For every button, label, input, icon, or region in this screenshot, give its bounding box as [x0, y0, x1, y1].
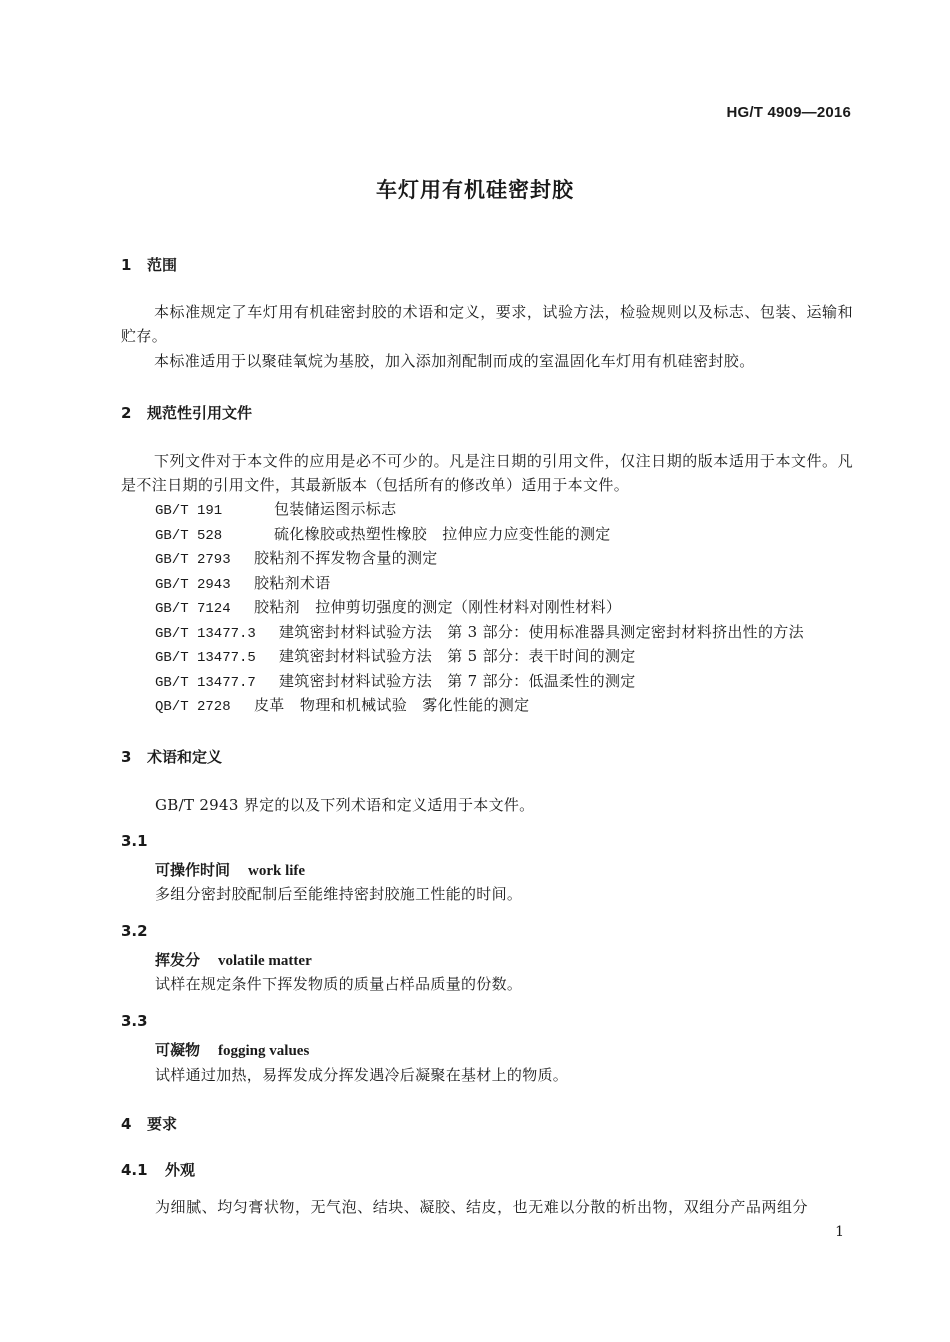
section-title: 要求 — [147, 1115, 178, 1133]
reference-item — [155, 670, 636, 691]
reference-code: GB/T 191 — [155, 503, 223, 519]
section-1-paragraph-2: 本标准适用于以聚硅氧烷为基胶，加入添加剂配制而成的室温固化车灯用有机硅密封胶。 — [154, 352, 755, 370]
subsection-title: 外观 — [165, 1161, 196, 1179]
term-english: volatile matter — [218, 953, 312, 969]
reference-code: GB/T 7124 — [155, 601, 231, 617]
term-heading — [155, 859, 305, 880]
reference-title: 胶粘剂 拉伸剪切强度的测定（刚性材料对刚性材料） — [254, 598, 622, 616]
term-english: work life — [248, 863, 306, 879]
term-number: 3.3 — [121, 1012, 148, 1030]
reference-item — [155, 621, 804, 642]
term-definition: 试样通过加热，易挥发成分挥发遇冷后凝聚在基材上的物质。 — [155, 1066, 569, 1084]
reference-title: 硫化橡胶或热塑性橡胶 拉伸应力应变性能的测定 — [274, 525, 611, 543]
reference-item — [155, 694, 529, 715]
term-heading — [155, 949, 312, 970]
section-2-heading — [121, 402, 252, 423]
term-chinese: 可凝物 — [155, 1041, 201, 1059]
subsection-4-1-heading — [121, 1159, 195, 1180]
page-number: 1 — [835, 1224, 844, 1240]
reference-title: 胶粘剂不挥发物含量的测定 — [254, 549, 438, 567]
section-2-paragraph: 下列文件对于本文件的应用是必不可少的。凡是注日期的引用文件，仅注日期的版本适用于本文件。凡是不注日期的引用文件，其最新版本（包括所有的修改单）适用于本文件。 — [121, 452, 853, 494]
reference-item — [155, 645, 636, 666]
term-heading — [155, 1039, 309, 1060]
section-number: 3 — [121, 748, 132, 766]
reference-code: GB/T 13477.7 — [155, 675, 256, 691]
reference-code: GB/T 2793 — [155, 552, 231, 568]
reference-item — [155, 596, 621, 617]
term-definition: 多组分密封胶配制后至能维持密封胶施工性能的时间。 — [155, 885, 523, 903]
section-1-paragraph-1: 本标准规定了车灯用有机硅密封胶的术语和定义，要求，试验方法，检验规则以及标志、包装、运输和贮存。 — [121, 303, 853, 345]
section-4-heading — [121, 1113, 177, 1134]
reference-title: 建筑密封材料试验方法 第 5 部分：表干时间的测定 — [279, 647, 636, 665]
section-title: 术语和定义 — [147, 748, 223, 766]
reference-item — [155, 498, 396, 519]
section-number: 4 — [121, 1115, 132, 1133]
term-chinese: 挥发分 — [155, 951, 201, 969]
subsection-number: 4.1 — [121, 1161, 148, 1179]
term-chinese: 可操作时间 — [155, 861, 231, 879]
section-title: 范围 — [147, 256, 178, 274]
section-title: 规范性引用文件 — [147, 404, 253, 422]
standard-number: HG/T 4909—2016 — [726, 104, 851, 121]
reference-item — [155, 547, 438, 568]
reference-title: 包装储运图示标志 — [274, 500, 397, 518]
section-3-intro: GB/T 2943 界定的以及下列术语和定义适用于本文件。 — [155, 796, 535, 814]
reference-title: 建筑密封材料试验方法 第 7 部分：低温柔性的测定 — [279, 672, 636, 690]
section-number: 1 — [121, 256, 132, 274]
reference-code: GB/T 13477.3 — [155, 626, 256, 642]
reference-title: 胶粘剂术语 — [254, 574, 331, 592]
section-3-heading — [121, 746, 222, 767]
reference-title: 皮革 物理和机械试验 雾化性能的测定 — [254, 696, 530, 714]
reference-item — [155, 572, 331, 593]
term-definition: 试样在规定条件下挥发物质的质量占样品质量的份数。 — [155, 975, 523, 993]
term-english: fogging values — [218, 1043, 310, 1059]
section-number: 2 — [121, 404, 132, 422]
reference-item — [155, 523, 611, 544]
reference-code: GB/T 13477.5 — [155, 650, 256, 666]
reference-title: 建筑密封材料试验方法 第 3 部分：使用标准器具测定密封材料挤出性的方法 — [279, 623, 804, 641]
reference-code: GB/T 2943 — [155, 577, 231, 593]
section-1-heading — [121, 254, 177, 275]
term-number: 3.1 — [121, 832, 148, 850]
reference-code: GB/T 528 — [155, 528, 223, 544]
term-number: 3.2 — [121, 922, 148, 940]
subsection-4-1-paragraph: 为细腻、均匀膏状物，无气泡、结块、凝胶、结皮，也无难以分散的析出物，双组分产品两组分 — [155, 1198, 809, 1216]
document-title: 车灯用有机硅密封胶 — [376, 178, 574, 202]
reference-code: QB/T 2728 — [155, 699, 231, 715]
